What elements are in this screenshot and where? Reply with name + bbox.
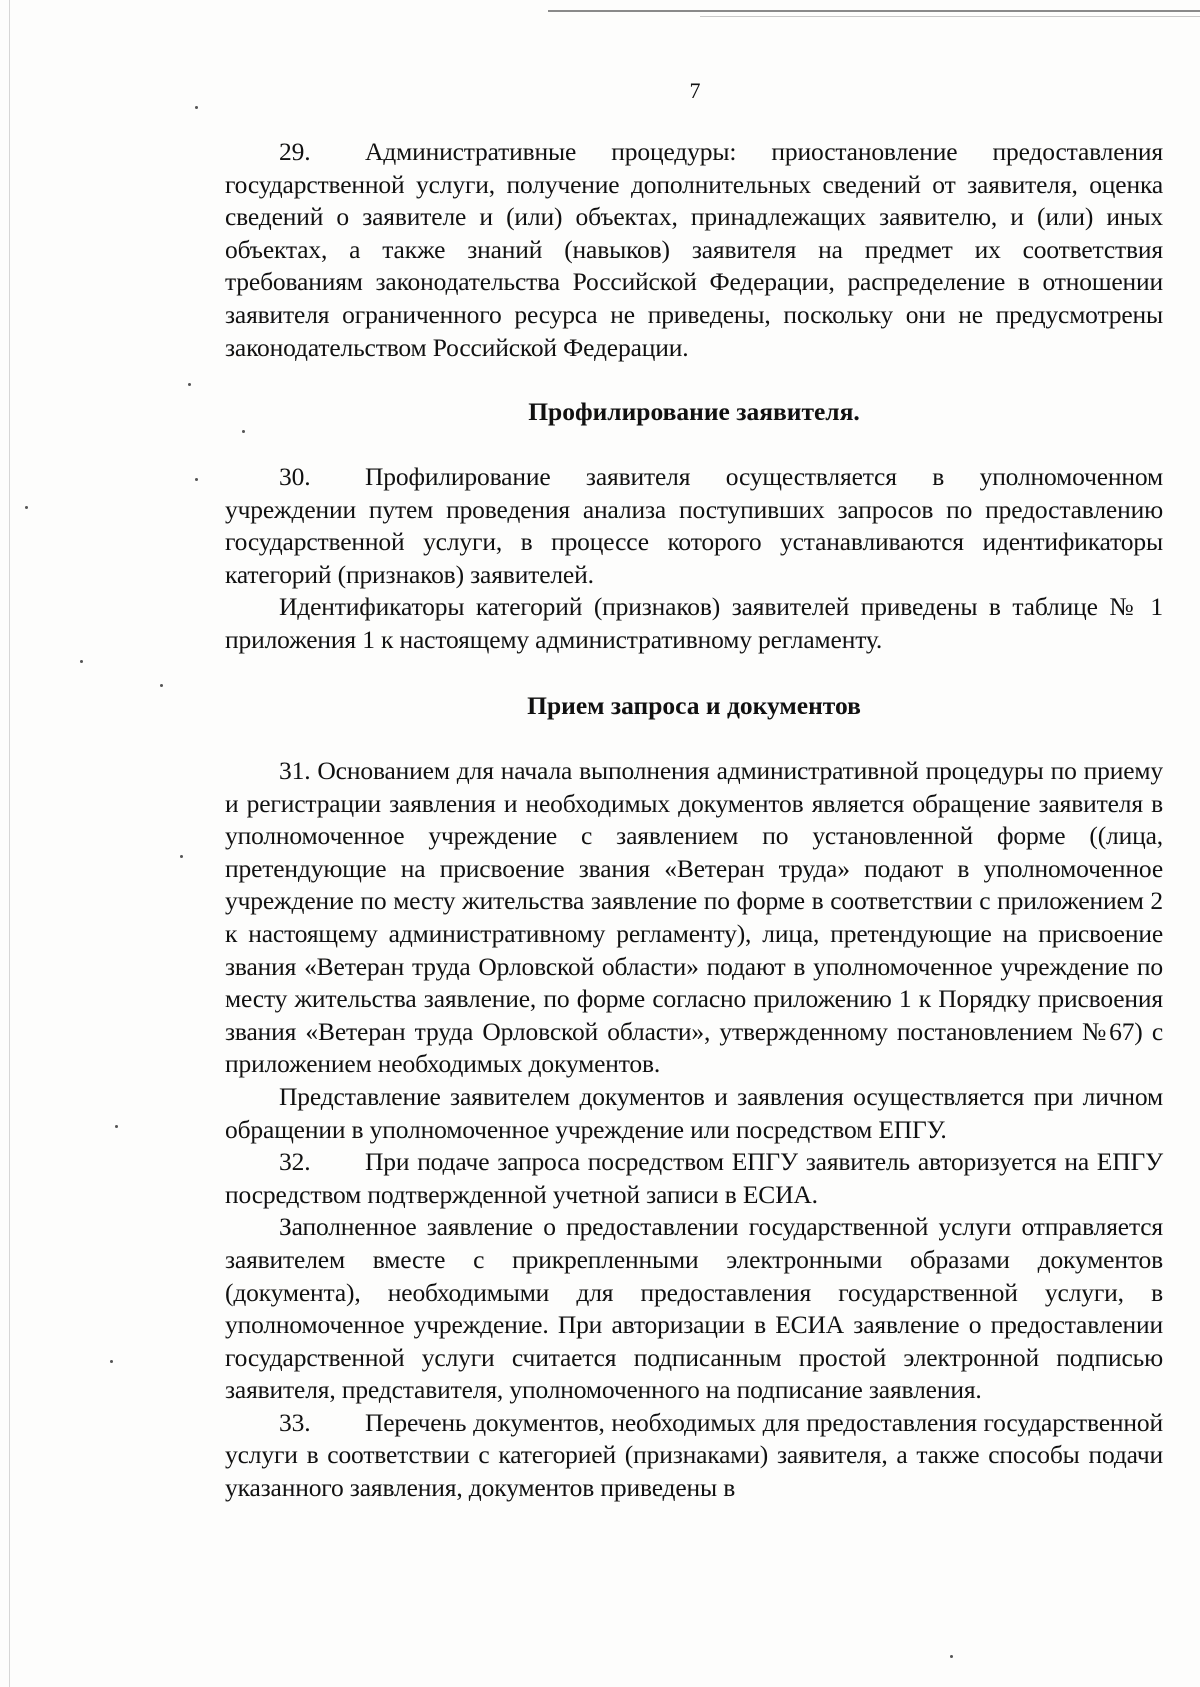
scan-speck xyxy=(195,106,198,109)
paragraph-29 xyxy=(225,136,1163,364)
scan-edge-line xyxy=(548,10,1200,12)
paragraph xyxy=(225,591,1163,656)
scan-speck xyxy=(110,1360,113,1363)
scan-speck xyxy=(195,478,198,481)
paragraph-31-33 xyxy=(225,755,1163,1505)
paragraph-text: Идентификаторы категорий (признаков) заявителей приведены в таблице № 1 приложения 1 к настоящему административному регламенту. xyxy=(225,592,1163,654)
section-heading: Прием запроса и документов xyxy=(527,691,861,720)
scan-speck xyxy=(242,430,245,433)
section-heading: Профилирование заявителя. xyxy=(528,397,860,426)
paragraph-number: 33. xyxy=(279,1407,311,1437)
paragraph-text: Заполненное заявление о предоставлении государственной услуги отправляется заявителем вместе с прикрепленными электронными образами документов (документа), необходимыми для предоставления государственной услуги, в уполномоченное учреждение. При авторизации в ЕСИА заявление о предоставлении государственной услуги считается подписанным простой электронной подписью заявителя, представителя, уполномоченного на подписание заявления. xyxy=(225,1212,1163,1405)
scan-speck xyxy=(180,855,183,858)
paragraph-number: 31. xyxy=(279,756,311,785)
scan-speck xyxy=(188,383,191,386)
paragraph-text: Профилирование заявителя осуществляется в уполномоченном учреждении путем проведения анализа поступивших запросов по предоставлению государственной услуги, в процессе которого устанавливаются идентификаторы категорий (признаков) заявителей. xyxy=(225,462,1163,589)
paragraph xyxy=(225,755,1163,1081)
paragraph xyxy=(225,1211,1163,1407)
scan-speck xyxy=(25,506,28,509)
paragraph xyxy=(225,136,1163,364)
paragraph xyxy=(225,1146,1163,1211)
scan-speck xyxy=(950,1655,953,1658)
paragraph-text: Основанием для начала выполнения административной процедуры по приему и регистрации заявления и необходимых документов является обращение заявителя в уполномоченное учреждение с заявлением по установленной форме ((лица, претендующие на присвоение звания «Ветеран труда» подают в уполномоченное учреждение по месту жительства заявление по форме в соответствии с приложением 2 к настоящему административному регламенту), лица, претендующие на присвоение звания «Ветеран труда Орловской области» подают в уполномоченное учреждение по месту жительства заявление, по форме согласно приложению 1 к Порядку присвоения звания «Ветеран труда Орловской области», утвержденному постановлением №67) с приложением необходимых документов. xyxy=(225,756,1163,1079)
scan-edge-line xyxy=(9,0,10,1687)
scan-speck xyxy=(115,1125,118,1128)
page-number: 7 xyxy=(689,78,701,103)
paragraph-number: 32. xyxy=(279,1147,311,1177)
paragraph-30 xyxy=(225,461,1163,657)
paragraph-text: Административные процедуры: приостановление предоставления государственной услуги, получение дополнительных сведений от заявителя, оценка сведений о заявителе и (или) объектах, принадлежащих заявителю, и (или) иных объектах, а также знаний (навыков) заявителя на предмет их соответствия требованиям законодательства Российской Федерации, распределение в отношении заявителя ограниченного ресурса не приведены, поскольку они не предусмотрены законодательством Российской Федерации. xyxy=(225,137,1163,362)
paragraph-number: 29. xyxy=(279,137,311,166)
paragraph xyxy=(225,1081,1163,1146)
paragraph xyxy=(225,1407,1163,1505)
paragraph xyxy=(225,461,1163,591)
paragraph-number: 30. xyxy=(279,462,311,491)
scan-speck xyxy=(160,684,163,687)
paragraph-text: Перечень документов, необходимых для предоставления государственной услуги в соответствии с категорией (признаками) заявителя, а также способы подачи указанного заявления, документов приведены в xyxy=(225,1407,1163,1503)
scan-speck xyxy=(80,660,83,663)
paragraph-text: Представление заявителем документов и заявления осуществляется при личном обращении в уполномоченное учреждение или посредством ЕПГУ. xyxy=(225,1081,1163,1144)
paragraph-text: При подаче запроса посредством ЕПГУ заявитель авторизуется на ЕПГУ посредством подтвержденной учетной записи в ЕСИА. xyxy=(225,1147,1163,1209)
scan-edge-line xyxy=(700,16,1200,17)
